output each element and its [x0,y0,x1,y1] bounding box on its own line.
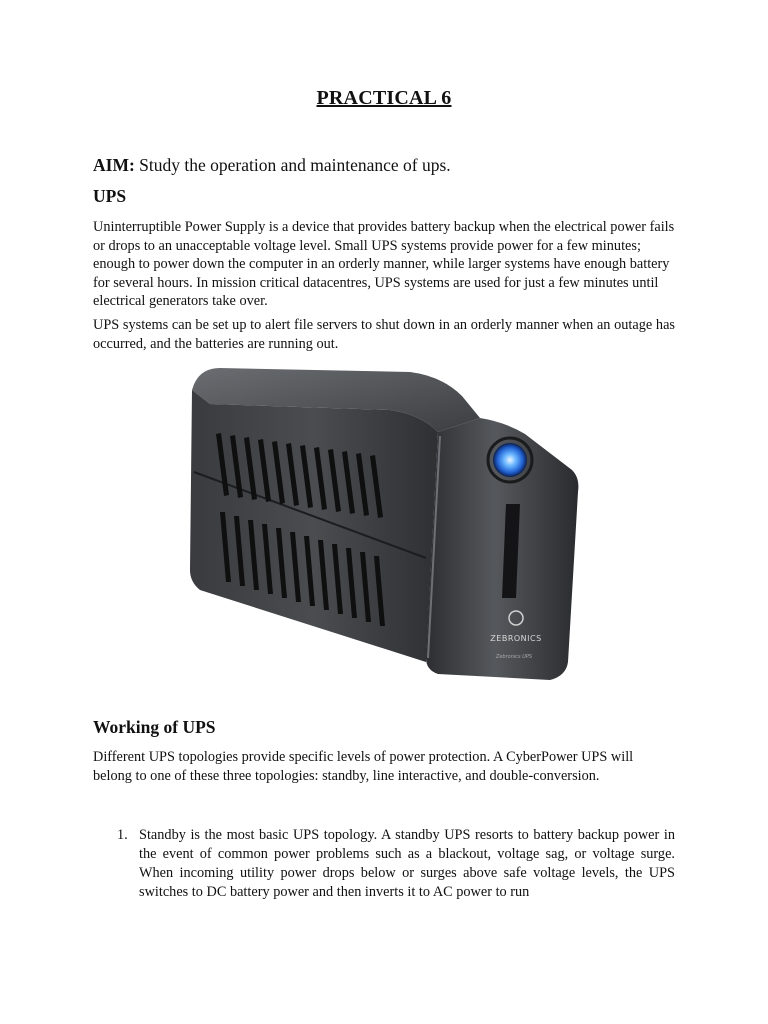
power-led-icon [493,443,527,477]
aim-text: Study the operation and maintenance of ups. [134,155,451,175]
ups-heading: UPS [93,186,127,206]
working-heading: Working of UPS [93,717,216,737]
topology-list [117,826,675,902]
brand-label: ZEBRONICS [490,634,542,643]
list-item [117,826,675,902]
page-title: PRACTICAL 6 [316,87,452,109]
list-item-text: Standby is the most basic UPS topology. A standby UPS resorts to battery backup power in the event of common power problems such as a blackout, voltage sag, or voltage surge. When incoming utility power drops below or surges above safe voltage levels, the UPS switches to DC battery power and then inverts it to AC power to run [139,827,675,900]
aim-label: AIM: [93,155,135,175]
brand-sub-label: Zebronics UPS [495,654,533,660]
ups-device-image [180,362,585,684]
working-paragraph: Different UPS topologies provide specific levels of power protection. A CyberPower UPS will belong to one of these three topologies: standby, line interactive, and double-conversion. [93,749,634,784]
ups-paragraph-1: Uninterruptible Power Supply is a device that provides battery backup when the electrical power fails or drops to an unacceptable voltage level. Small UPS systems provide power for a few minutes; enough to power down the computer in an orderly manner, while larger systems have enough battery for several hours. In mission critical datacentres, UPS systems are used for just a few minutes until electrical generators take over. [93,219,675,309]
ups-paragraph-2: UPS systems can be set up to alert file servers to shut down in an orderly manner when an outage has occurred, and the batteries are running out. [93,317,675,352]
list-item-number: 1. [117,827,128,843]
aim-line [93,155,451,176]
